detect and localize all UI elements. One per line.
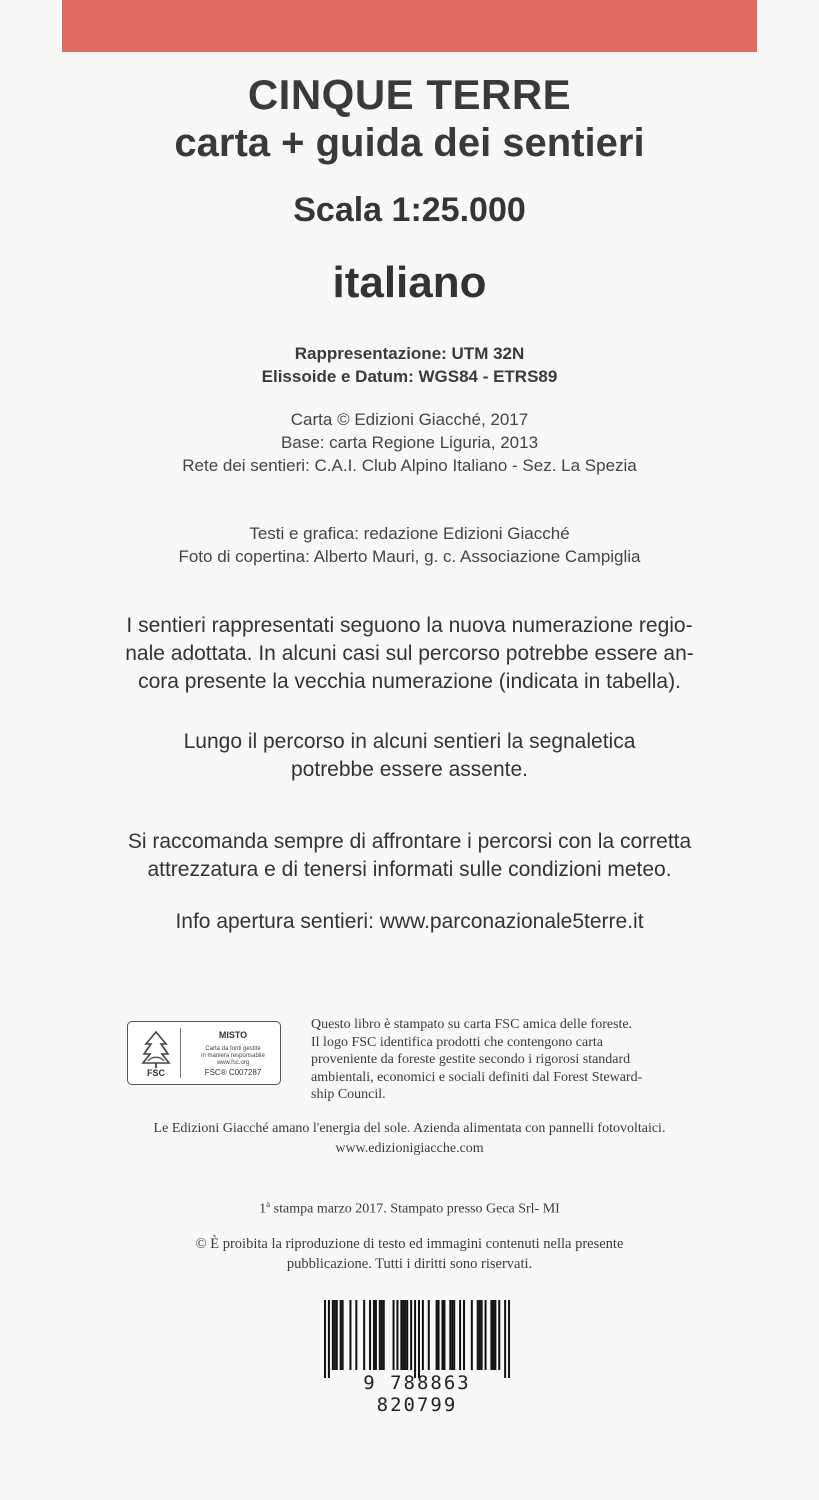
note-line: cora presente la vecchia numerazione (indicata in tabella).	[138, 670, 681, 693]
fsc-url: www.fsc.org	[216, 1060, 250, 1066]
barcode-bar	[406, 1300, 408, 1370]
fsc-source-text	[186, 1046, 280, 1067]
rights-line: © È proibita la riproduzione di testo ed immagini contenuti nella presente	[195, 1236, 624, 1252]
fsc-small-line: Carta da fonti gestite	[205, 1046, 261, 1052]
barcode-bar	[477, 1300, 479, 1370]
barcode-bars	[322, 1298, 512, 1378]
barcode-bar	[494, 1300, 496, 1370]
print-edition-number: 1	[259, 1201, 267, 1217]
barcode-bar	[443, 1300, 445, 1370]
fsc-text-line: Questo libro è stampato su carta FSC amica delle foreste.	[311, 1017, 633, 1032]
barcode-bar	[328, 1300, 330, 1378]
barcode-bar	[379, 1300, 381, 1370]
isbn-number: 9 788863 820799	[363, 1372, 471, 1416]
barcode-bar	[400, 1300, 402, 1370]
barcode-bar	[418, 1300, 420, 1378]
barcode-bar	[438, 1300, 440, 1370]
note-line: potrebbe essere assente.	[291, 758, 528, 781]
map-scale: Scala 1:25.000	[293, 191, 526, 229]
projection-line: Rappresentazione: UTM 32N	[294, 344, 525, 363]
barcode-bar	[453, 1300, 455, 1370]
note-line: attrezzatura e di tenersi informati sulle condizioni meteo.	[147, 858, 672, 881]
barcode-bar	[396, 1300, 398, 1370]
safety-note	[0, 828, 819, 884]
barcode-bar	[363, 1300, 365, 1370]
print-info	[0, 1194, 819, 1220]
barcode-bar	[414, 1300, 416, 1378]
map-credits	[0, 408, 819, 477]
book-subtitle: carta + guida dei sentieri	[174, 121, 645, 165]
barcode-bar	[373, 1300, 375, 1370]
fsc-misto: MISTO	[218, 1030, 248, 1040]
language-label: italiano	[332, 258, 487, 307]
trail-info-link: Info apertura sentieri: www.parconazionale5terre.it	[175, 910, 644, 933]
barcode-bar	[481, 1300, 483, 1370]
barcode-bar	[463, 1300, 465, 1370]
fsc-small-line: in maniera responsabile	[201, 1053, 265, 1059]
fsc-logo-text: FSC	[147, 1068, 165, 1078]
barcode-bar	[485, 1300, 487, 1370]
datum-line: Elissoide e Datum: WGS84 - ETRS89	[261, 367, 558, 386]
barcode-bar	[332, 1300, 334, 1370]
credit-photo: Foto di copertina: Alberto Mauri, g. c. Associazione Campiglia	[178, 547, 641, 566]
barcode-bar	[449, 1300, 451, 1370]
publisher-website: www.edizionigiacche.com	[335, 1141, 484, 1156]
credit-base: Base: carta Regione Liguria, 2013	[280, 433, 539, 452]
barcode-bar	[393, 1300, 395, 1370]
copyright-notice	[0, 1234, 819, 1274]
barcode-bar	[498, 1300, 500, 1370]
barcode-bar	[471, 1300, 473, 1370]
barcode-bar	[459, 1300, 461, 1370]
barcode-bar	[479, 1300, 481, 1370]
fsc-text-line: ship Council.	[311, 1087, 386, 1102]
fsc-label	[127, 1021, 281, 1085]
barcode-bar	[375, 1300, 377, 1370]
barcode-bar	[492, 1300, 494, 1370]
barcode-bar	[349, 1300, 351, 1370]
barcode-bar	[428, 1300, 430, 1370]
fsc-text-line: Il logo FSC identifica prodotti che contengono carta	[311, 1034, 603, 1050]
top-color-band	[62, 0, 757, 52]
barcode-bar	[422, 1300, 424, 1370]
barcode-bar	[504, 1300, 506, 1378]
credit-trails: Rete dei sentieri: C.A.I. Club Alpino Italiano - Sez. La Spezia	[182, 456, 637, 475]
book-title: CINQUE TERRE	[247, 71, 572, 118]
fsc-divider	[180, 1028, 181, 1078]
print-edition-sup: a	[266, 1199, 271, 1209]
print-text: stampa marzo 2017. Stampato presso Geca Srl- MI	[270, 1201, 560, 1217]
barcode-bar	[381, 1300, 383, 1370]
barcode-bar	[451, 1300, 453, 1370]
rights-line: pubblicazione. Tutti i diritti sono riservati.	[286, 1256, 533, 1272]
barcode-bar	[441, 1300, 443, 1370]
barcode-bar	[383, 1300, 385, 1370]
note-line: I sentieri rappresentati seguono la nuova numerazione regio-	[126, 614, 693, 637]
projection-info	[0, 342, 819, 388]
barcode-bar	[508, 1300, 510, 1378]
barcode-bar	[490, 1300, 492, 1370]
note-line: Lungo il percorso in alcuni sentieri la segnaletica	[183, 730, 636, 753]
barcode-bar	[342, 1300, 344, 1370]
credit-map: Carta © Edizioni Giacché, 2017	[290, 410, 529, 429]
note-line: nale adottata. In alcuni casi sul percorso potrebbe essere an-	[125, 642, 694, 665]
barcode-bar	[324, 1300, 326, 1378]
barcode-bar	[436, 1300, 438, 1370]
barcode-bar	[404, 1300, 406, 1370]
signage-note	[0, 728, 819, 784]
barcode-bar	[334, 1300, 336, 1370]
fsc-tree-logo-icon	[136, 1028, 176, 1078]
energy-note	[0, 1119, 819, 1159]
credit-texts: Testi e grafica: redazione Edizioni Giacché	[249, 524, 570, 543]
barcode-bar	[336, 1300, 338, 1370]
energy-line: Le Edizioni Giacché amano l'energia del sole. Azienda alimentata con pannelli fotovoltaici.	[153, 1121, 666, 1136]
note-line: Si raccomanda sempre di affrontare i percorsi con la corretta	[127, 830, 692, 853]
barcode-bar	[410, 1300, 412, 1370]
editorial-credits	[0, 522, 819, 568]
fsc-text-line: ambientali, economici e sociali definiti dal Forest Steward-	[311, 1069, 643, 1085]
trail-numbering-note	[0, 612, 819, 696]
barcode-bar	[355, 1300, 357, 1370]
barcode-bar	[340, 1300, 342, 1370]
barcode-bar	[402, 1300, 404, 1370]
fsc-description	[311, 1016, 731, 1104]
fsc-text-line: proveniente da foreste gestite secondo i rigorosi standard	[311, 1052, 631, 1067]
barcode	[322, 1298, 512, 1416]
barcode-bar	[369, 1300, 371, 1370]
fsc-code: FSC® C007287	[204, 1068, 262, 1077]
